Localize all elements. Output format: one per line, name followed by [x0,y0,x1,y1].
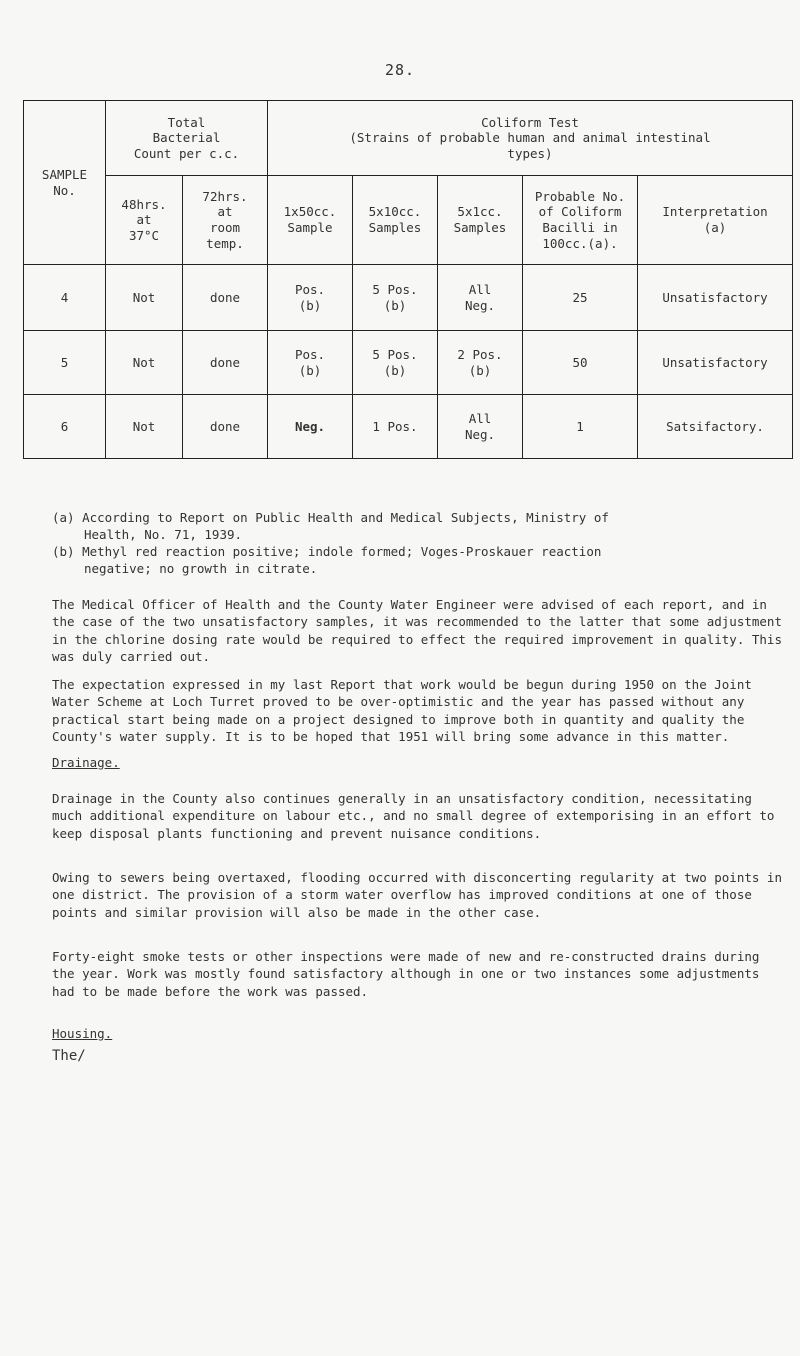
header-bacterial-count: Total Bacterial Count per c.c. [106,101,268,176]
cell-72hrs: done [183,395,268,459]
cell-1x50cc: Pos. (b) [268,331,353,395]
paragraph-smoke-tests [52,948,787,1000]
table-header-row [24,101,793,176]
cell-5x1cc: 2 Pos. (b) [438,331,523,395]
heading-housing: Housing. [52,1026,113,1041]
cell-48hrs: Not [106,331,183,395]
paragraph-water-advice [52,596,787,665]
cell-5x1cc: All Neg. [438,395,523,459]
paragraph-sewers [52,869,787,921]
cell-48hrs: Not [106,265,183,331]
page-number: 28. [384,61,416,79]
cell-sample: 4 [24,265,106,331]
paragraph-text: Forty-eight smoke tests or other inspections were made of new and re-constructed drains during the year. Work was mostly found satisfactory although in one or two instances some adjustments had to be made before the work was passed. [52,949,760,999]
header-1x50cc: 1x50cc. Sample [268,176,353,265]
footnote-b: (b) Methyl red reaction positive; indole formed; Voges-Proskauer reaction [52,543,602,559]
cell-probable-no: 1 [523,395,638,459]
footnote-a: (a) According to Report on Public Health and Medical Subjects, Ministry of [52,510,609,525]
cell-5x1cc: All Neg. [438,265,523,331]
header-coliform-test: Coliform Test (Strains of probable human and animal intestinal types) [268,101,793,176]
paragraph-text: The Medical Officer of Health and the County Water Engineer were advised of each report, and in the case of the two unsatisfactory samples, it was recommended to the latter that some adjustment in the chlorine dosing rate would be required to effect the required improvement in quality. This was duly carried out. [52,597,782,664]
header-probable-no: Probable No. of Coliform Bacilli in 100cc.(a). [523,176,638,265]
paragraph-text: Drainage in the County also continues generally in an unsatisfactory condition, necessitating much additional expenditure on labour etc., and no small degree of extemporising in an effort to keep disposal plants functioning and prevent nuisance conditions. [52,791,775,841]
cell-sample: 5 [24,331,106,395]
footnote-b-cont: negative; no growth in citrate. [84,560,318,576]
header-72hrs: 72hrs. at room temp. [183,176,268,265]
paragraph-text: The expectation expressed in my last Report that work would be begun during 1950 on the Joint Water Scheme at Loch Turret proved to be over-optimistic and the year has passed without any practical start being made on a project designed to improve both in quantity and quality the County's water supply. It is to be hoped that 1951 will bring some advance in this matter. [52,677,752,744]
cell-interpretation: Satsifactory. [638,395,793,459]
header-sample-no: SAMPLE No. [24,101,106,265]
cell-72hrs: done [183,265,268,331]
cell-sample: 6 [24,395,106,459]
water-sample-table [23,100,793,459]
cell-1x50cc: Neg. [268,395,353,459]
header-5x10cc: 5x10cc. Samples [353,176,438,265]
heading-drainage: Drainage. [52,755,120,770]
header-interpretation: Interpretation (a) [638,176,793,265]
footnote-a-cont: Health, No. 71, 1939. [84,526,243,542]
cell-interpretation: Unsatisfactory [638,331,793,395]
cell-5x10cc: 5 Pos. (b) [353,265,438,331]
cell-probable-no: 50 [523,331,638,395]
paragraph-loch-turret [52,676,787,745]
paragraph-text: Owing to sewers being overtaxed, flooding occurred with disconcerting regularity at two points in one district. The provision of a storm water overflow has improved conditions at one of those points and similar provision will also be made in the other case. [52,870,782,920]
header-48hrs: 48hrs. at 37°C [106,176,183,265]
cell-probable-no: 25 [523,265,638,331]
table-row [24,331,793,395]
cell-72hrs: done [183,331,268,395]
table-row [24,395,793,459]
cell-interpretation: Unsatisfactory [638,265,793,331]
header-5x1cc: 5x1cc. Samples [438,176,523,265]
cell-1x50cc: Pos. (b) [268,265,353,331]
table-subheader-row [24,176,793,265]
cell-5x10cc: 1 Pos. [353,395,438,459]
table-row [24,265,793,331]
cell-48hrs: Not [106,395,183,459]
footnotes [52,510,782,578]
catchword: The/ [52,1048,86,1064]
cell-5x10cc: 5 Pos. (b) [353,331,438,395]
paragraph-drainage [52,790,787,842]
